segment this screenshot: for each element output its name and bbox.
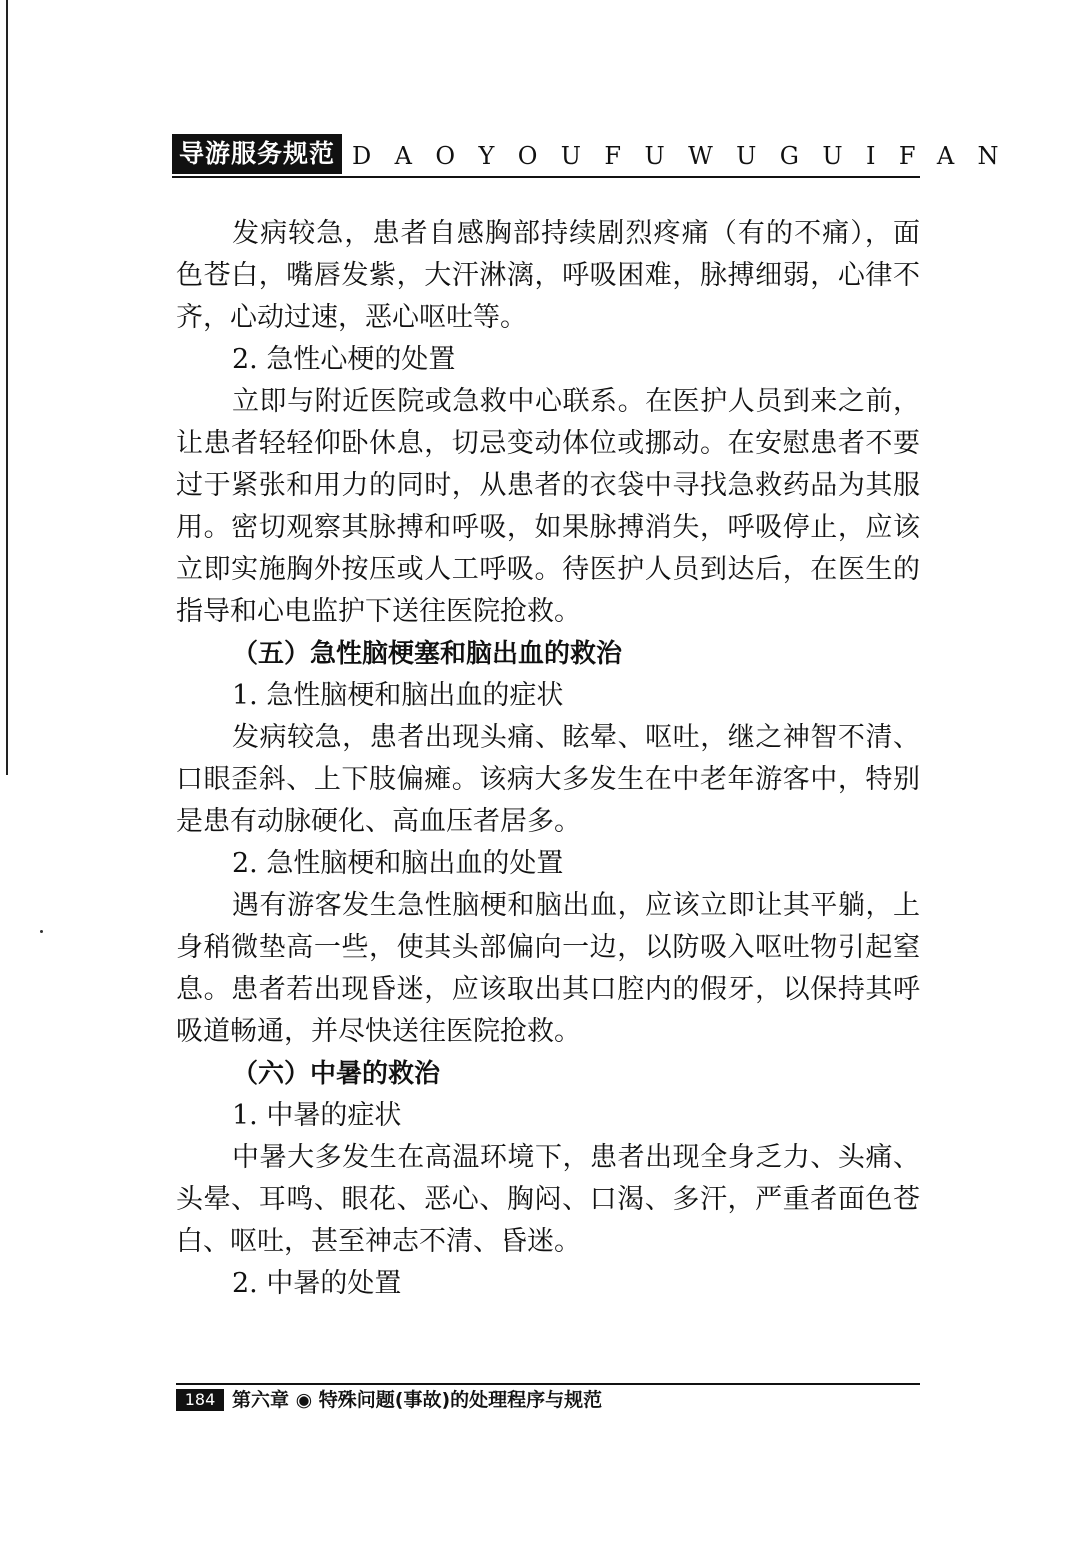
page-number: 184 xyxy=(176,1389,224,1411)
section-heading-heatstroke: （六）中暑的救治 xyxy=(232,1059,441,1089)
scan-speck xyxy=(40,930,43,933)
paragraph-mi-treatment: 立即与附近医院或急救中心联系。在医护人员到来之前，让患者轻轻仰卧休息，切忌变动体位或挪动。在安慰患者不要过于紧张和用力的同时，从患者的衣袋中寻找急救药品为其服用。密切观察其脉搏和呼吸，如果脉搏消失，呼吸停止，应该立即实施胸外按压或人工呼吸。待医护人员到达后，在医生的指导和心电监护下送往医院抢救。 xyxy=(176,386,920,627)
subheading-stroke-treatment: 2. 急性脑梗和脑出血的处置 xyxy=(232,848,564,879)
subheading-heatstroke-symptoms: 1. 中暑的症状 xyxy=(232,1100,402,1131)
subheading-heatstroke-treatment: 2. 中暑的处置 xyxy=(232,1268,402,1299)
header-rule xyxy=(172,176,920,178)
paragraph-stroke-treatment: 遇有游客发生急性脑梗和脑出血，应该立即让其平躺，上身稍微垫高一些，使其头部偏向一边，以防吸入呕吐物引起窒息。患者若出现昏迷，应该取出其口腔内的假牙，以保持其呼吸道畅通，并尽快送往医院抢救。 xyxy=(176,890,920,1047)
section-heading-stroke: （五）急性脑梗塞和脑出血的救治 xyxy=(232,639,623,669)
page-body xyxy=(176,213,920,1305)
book-title-pinyin: DAOYOUFUWUGUIFAN xyxy=(352,142,1022,170)
book-title-label: 导游服务规范 xyxy=(172,134,342,174)
chapter-title: 第六章 ◉ 特殊问题(事故)的处理程序与规范 xyxy=(232,1389,603,1411)
running-footer xyxy=(176,1383,920,1413)
subheading-mi-treatment: 2. 急性心梗的处置 xyxy=(232,344,456,375)
page-edge-line xyxy=(6,0,8,775)
paragraph-mi-symptoms: 发病较急，患者自感胸部持续剧烈疼痛（有的不痛），面色苍白，嘴唇发紫，大汗淋漓，呼吸困难，脉搏细弱，心律不齐，心动过速，恶心呕吐等。 xyxy=(176,218,920,333)
running-header xyxy=(172,128,1022,176)
paragraph-stroke-symptoms: 发病较急，患者出现头痛、眩晕、呕吐，继之神智不清、口眼歪斜、上下肢偏瘫。该病大多发生在中老年游客中，特别是患有动脉硬化、高血压者居多。 xyxy=(176,722,920,837)
subheading-stroke-symptoms: 1. 急性脑梗和脑出血的症状 xyxy=(232,680,564,711)
paragraph-heatstroke-symptoms: 中暑大多发生在高温环境下，患者出现全身乏力、头痛、头晕、耳鸣、眼花、恶心、胸闷、口渴、多汗，严重者面色苍白、呕吐，甚至神志不清、昏迷。 xyxy=(176,1142,920,1257)
